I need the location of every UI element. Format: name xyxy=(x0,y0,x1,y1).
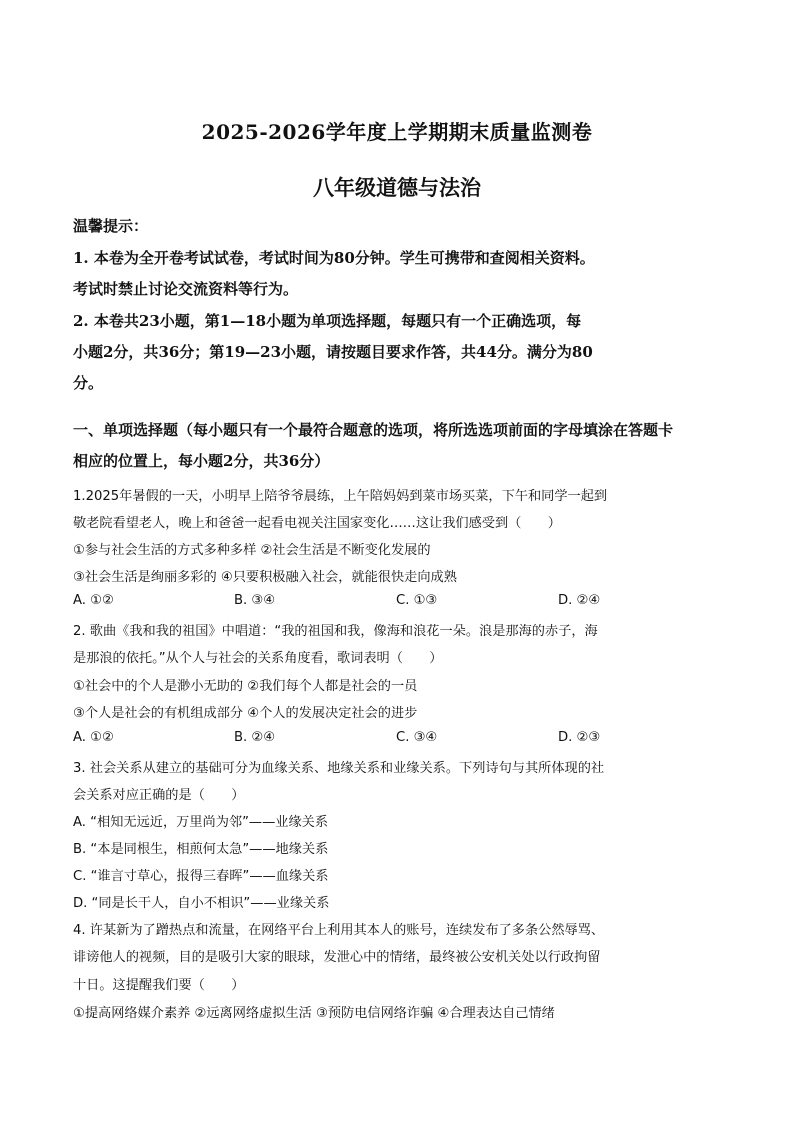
question-2-option-c: C. ③④ xyxy=(396,730,438,745)
question-1-statement: ①参与社会生活的方式多种多样 ②社会生活是不断变化发展的 xyxy=(73,543,431,558)
question-3-stem: 会关系对应正确的是（ ） xyxy=(73,788,245,803)
question-1-stem: 敬老院看望老人，晚上和爸爸一起看电视关注国家变化……这让我们感受到（ ） xyxy=(73,516,561,531)
question-1-option-a: A. ①② xyxy=(73,593,114,608)
question-2-stem: 是那浪的依托。”从个人与社会的关系角度看，歌词表明（ ） xyxy=(73,651,443,666)
question-4-stem: 诽谤他人的视频，目的是吸引大家的眼球，发泄心中的情绪，最终被公安机关处以行政拘留 xyxy=(73,950,601,965)
question-2-option-b: B. ②④ xyxy=(234,730,276,745)
question-4-stem: 十日。这提醒我们要（ ） xyxy=(73,978,245,993)
notice-heading: 温馨提示： xyxy=(73,217,149,235)
question-1-option-c: C. ①③ xyxy=(396,593,438,608)
notice-line: 小题2分，共36分；第19—23小题，请按题目要求作答，共44分。满分为80 xyxy=(73,343,593,361)
question-2-option-d: D. ②③ xyxy=(558,730,601,745)
notice-line: 分。 xyxy=(73,374,104,392)
question-1-stem: 1.2025年暑假的一天，小明早上陪爷爷晨练，上午陪妈妈到菜市场买菜，下午和同学一起到 xyxy=(73,489,608,504)
section-heading-cont: 相应的位置上，每小题2分，共36分） xyxy=(73,452,330,470)
question-3-option-d: D. “同是长干人，自小不相识”——业缘关系 xyxy=(73,896,330,911)
section-heading: 一、单项选择题（每小题只有一个最符合题意的选项，将所选选项前面的字母填涂在答题卡 xyxy=(73,421,674,439)
question-3-option-b: B. “本是同根生，相煎何太急”——地缘关系 xyxy=(73,842,329,857)
notice-line: 考试时禁止讨论交流资料等行为。 xyxy=(73,280,299,298)
exam-title: 2025-2026学年度上学期期末质量监测卷 xyxy=(201,120,593,144)
question-4-statement: ①提高网络媒介素养 ②远离网络虚拟生活 ③预防电信网络诈骗 ④合理表达自己情绪 xyxy=(73,1006,555,1021)
exam-subject: 八年级道德与法治 xyxy=(313,175,481,200)
question-1-option-d: D. ②④ xyxy=(558,593,601,608)
question-4-stem: 4. 许某新为了蹭热点和流量，在网络平台上利用其本人的账号，连续发布了多条公然辱骂、 xyxy=(73,923,605,938)
question-3-stem: 3. 社会关系从建立的基础可分为血缘关系、地缘关系和业缘关系。下列诗句与其所体现的社 xyxy=(73,761,605,776)
question-1-statement: ③社会生活是绚丽多彩的 ④只要积极融入社会，就能很快走向成熟 xyxy=(73,570,457,585)
notice-line: 1. 本卷为全开卷考试试卷，考试时间为80分钟。学生可携带和查阅相关资料。 xyxy=(73,249,595,267)
question-2-statement: ①社会中的个人是渺小无助的 ②我们每个人都是社会的一员 xyxy=(73,679,418,694)
question-3-option-c: C. “谁言寸草心，报得三春晖”——血缘关系 xyxy=(73,869,329,884)
notice-line: 2. 本卷共23小题，第1—18小题为单项选择题，每题只有一个正确选项，每 xyxy=(73,312,582,330)
question-1-option-b: B. ③④ xyxy=(234,593,276,608)
question-3-option-a: A. “相知无远近，万里尚为邻”——业缘关系 xyxy=(73,815,329,830)
question-2-option-a: A. ①② xyxy=(73,730,114,745)
question-2-statement: ③个人是社会的有机组成部分 ④个人的发展决定社会的进步 xyxy=(73,706,418,721)
question-2-stem: 2. 歌曲《我和我的祖国》中唱道：“我的祖国和我，像海和浪花一朵。浪是那海的赤子，海 xyxy=(73,624,598,639)
